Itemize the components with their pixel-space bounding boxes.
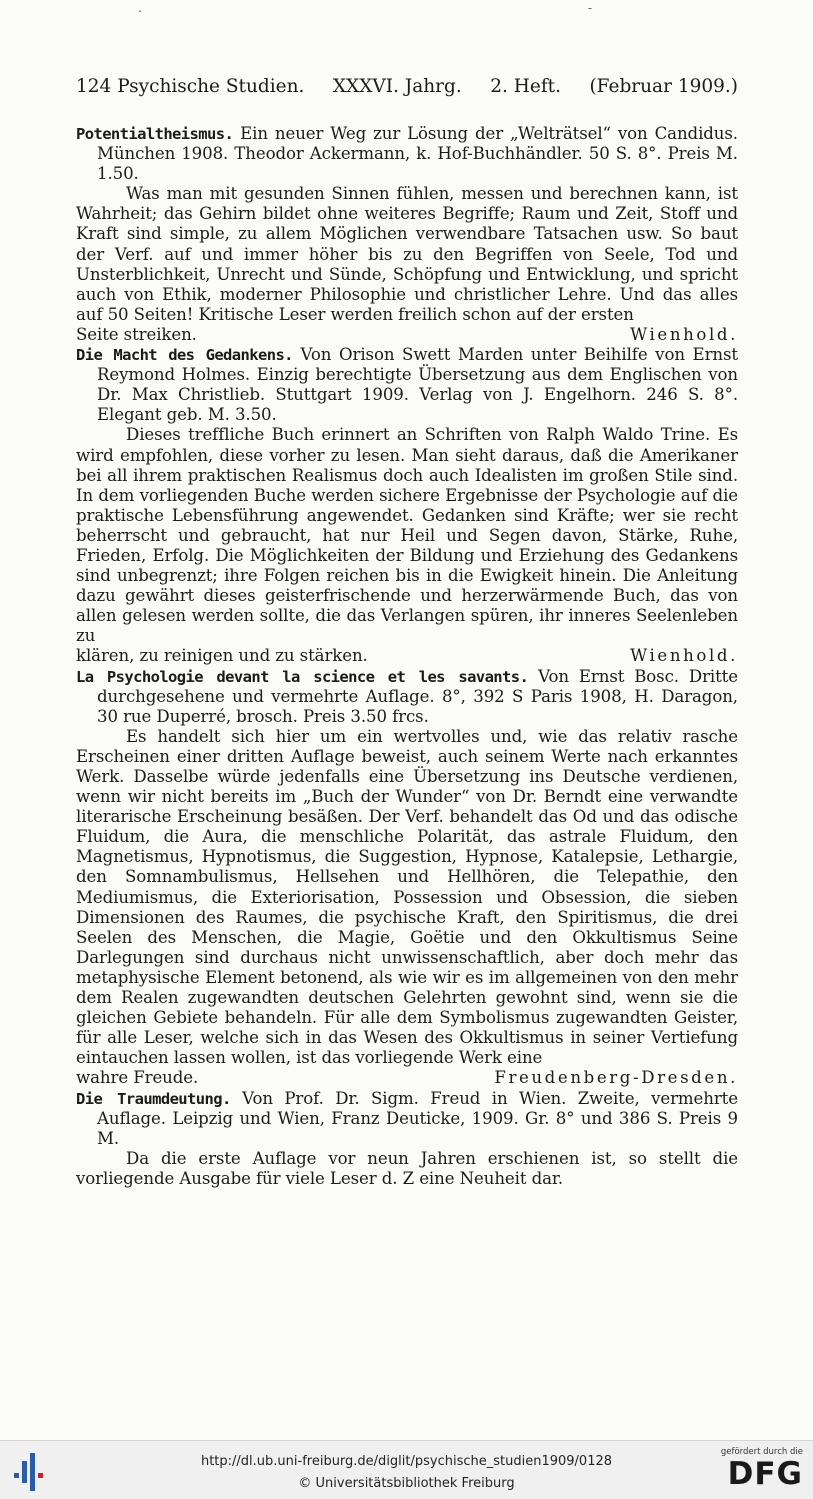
header-issue: 2. Heft. bbox=[490, 76, 561, 97]
reviewer-signature: Wienhold. bbox=[630, 646, 738, 666]
review-text: Was man mit gesunden Sinnen fühlen, messen und berechnen kann, ist Wahrheit; das Gehirn bildet ohne weiteres Begriffe; Raum und Zeit, Stoff und Kraft sind simple, zu allem Möglichen verwendbare Tatsachen usw. So baut der Verf. auf und immer höher bis zu den Begriffen von Seele, Tod und Unsterblichkeit, Unrecht und Sünde, Schöpfung und Entwicklung, und spricht auch von Ethik, moderner Philosophie und christlicher Lehre. Und das alles auf 50 Seiten! Kritische Leser werden freilich schon auf der ersten bbox=[76, 184, 738, 324]
review-text: Es handelt sich hier um ein wertvolles und, wie das relativ rasche Erscheinen einer dritten Auflage beweist, auch seinem Werte nach erkanntes Werk. Dasselbe würde jedenfalls eine Übersetzung ins Deutsche verdienen, wenn wir nicht bereits im „Buch der Wunder“ von Dr. Berndt eine verwandte literarische Erscheinung besäßen. Der Verf. behandelt das Od und das odische Fluidum, die Aura, die menschliche Polarität, das astrale Fluidum, den Magnetismus, Hypnotismus, die Suggestion, Hypnose, Katalepsie, Lethargie, den Somnambulismus, Hellsehen und Hellhören, die Telepathie, den Mediumismus, die Exteriorisation, Possession und Obsession, die sieben Dimensionen des Raumes, die psychische Kraft, den Spiritismus, die drei Seelen des Menschen, die Magie, Goëtie und den Okkultismus Seine Darlegungen sind durchaus nicht unwissenschaftlich, aber doch mehr das metaphysische Element betonend, als wie wir es im allgemeinen von den mehr dem Realen zugewandten deutschen Gelehrten gewohnt sind, wenn sie die gleichen Gebiete behandeln. Für alle dem Symbolismus zugewandten Geister, für alle Leser, welche sich in das Wesen des Okkultismus in seiner Vertiefung eintauchen lassen wollen, ist das vorliegende Werk eine bbox=[76, 726, 738, 1068]
header-volume: XXXVI. Jahrg. bbox=[332, 76, 462, 97]
header-page-journal: 124 Psychische Studien. bbox=[76, 76, 305, 97]
running-header bbox=[76, 76, 738, 97]
review-last-line: wahre Freude. bbox=[76, 1068, 199, 1088]
citation-text: Von Prof. Dr. Sigm. Freud in Wien. Zweite, vermehrte Auflage. Leipzig und Wien, Franz Deuticke, 1909. Gr. 8° und 386 S. Preis 9 M. bbox=[97, 1088, 738, 1148]
review-entry bbox=[76, 124, 738, 345]
review-closing bbox=[76, 1068, 738, 1088]
review-entry bbox=[76, 1089, 738, 1189]
entry-citation bbox=[76, 345, 738, 425]
dfg-funded-label: gefördert durch die bbox=[720, 1447, 803, 1457]
review-entry bbox=[76, 345, 738, 667]
header-date: (Februar 1909.) bbox=[589, 76, 738, 97]
entry-title: La Psychologie devant la science et les savants. bbox=[76, 667, 529, 686]
permalink-url[interactable]: http://dl.ub.uni-freiburg.de/diglit/psychische_studien1909/0128 bbox=[200, 1454, 613, 1469]
entry-citation bbox=[76, 1089, 738, 1149]
scan-speck: . bbox=[138, 1, 142, 15]
review-text: Dieses treffliche Buch erinnert an Schriften von Ralph Waldo Trine. Es wird empfohlen, diese vorher zu lesen. Man sieht daraus, daß die Amerikaner bei all ihrem praktischen Realismus doch auch Idealisten im großen Stile sind. In dem vorliegenden Buche werden sichere Ergebnisse der Psychologie auf die praktische Lebensführung angewendet. Gedanken sind Kräfte; wer sie recht beherrscht und gebraucht, hat nur Heil und Segen davon, Stärke, Ruhe, Frieden, Erfolg. Die Möglichkeiten der Bildung und Erziehung des Gedankens sind unbegrenzt; ihre Folgen reichen bis in die Ewigkeit hinein. Die Anleitung dazu gewährt dieses geisterfrischende und herzerwärmende Buch, das von allen gelesen werden sollte, die das Verlangen spüren, ihr inneres Seelenleben zu bbox=[76, 425, 738, 646]
copyright-text: © Universitätsbibliothek Freiburg bbox=[298, 1476, 515, 1491]
review-last-line: klären, zu reinigen und zu stärken. bbox=[76, 646, 368, 666]
entry-title: Die Macht des Gedankens. bbox=[76, 346, 293, 365]
review-text: Da die erste Auflage vor neun Jahren erschienen ist, so stellt die vorliegende Ausgabe für viele Leser d. Z eine Neuheit dar. bbox=[76, 1148, 738, 1188]
review-last-line: Seite streiken. bbox=[76, 324, 197, 344]
citation-text: Von Ernst Bosc. Dritte durchgesehene und vermehrte Auflage. 8°, 392 S Paris 1908, H. Daragon, 30 rue Duperré, brosch. Preis 3.50 frcs. bbox=[97, 666, 738, 726]
entry-citation bbox=[76, 124, 738, 184]
dfg-logo bbox=[713, 1447, 803, 1493]
review-entry bbox=[76, 667, 738, 1089]
review-closing bbox=[76, 325, 738, 345]
dfg-wordmark: DFG bbox=[727, 1456, 803, 1492]
entry-title: Potentialtheismus. bbox=[76, 125, 234, 143]
entry-title: Die Traumdeutung. bbox=[76, 1089, 231, 1108]
review-closing bbox=[76, 646, 738, 666]
viewer-footer bbox=[0, 1440, 813, 1499]
page-body bbox=[76, 124, 738, 1189]
scan-speck: - bbox=[588, 1, 593, 15]
entry-citation bbox=[76, 667, 738, 727]
citation-text: Von Orison Swett Marden unter Beihilfe von Ernst Reymond Holmes. Einzig berechtigte Übersetzung aus dem Englischen von Dr. Max Christlieb. Stuttgart 1909. Verlag von J. Engelhorn. 246 S. 8°. Elegant geb. M. 3.50. bbox=[97, 345, 738, 425]
reviewer-signature: Wienhold. bbox=[630, 324, 738, 344]
reviewer-signature: Freudenberg-Dresden. bbox=[494, 1068, 738, 1088]
citation-text: Ein neuer Weg zur Lösung der „Welträtsel“ von Candidus. München 1908. Theodor Ackermann, k. Hof-Buchhändler. 50 S. 8°. Preis M. 1.50. bbox=[97, 124, 738, 184]
